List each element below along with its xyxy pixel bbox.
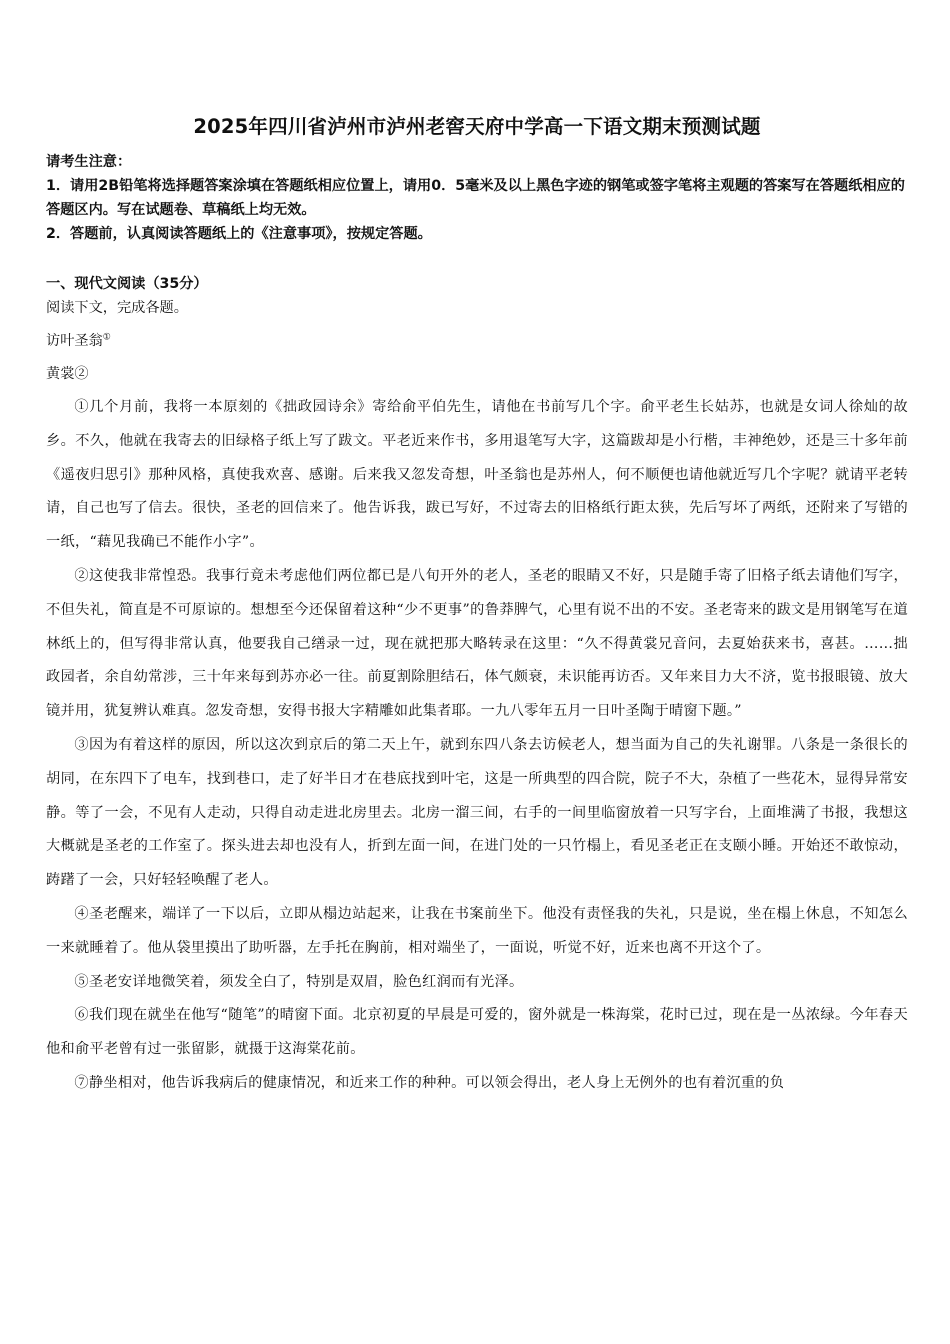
notice-item-2: 2．答题前，认真阅读答题纸上的《注意事项》，按规定答题。 <box>46 226 432 242</box>
reading-instruction: 阅读下文，完成各题。 <box>46 300 188 316</box>
candidate-notice <box>46 150 908 246</box>
notice-heading: 请考生注意： <box>46 154 132 170</box>
article-title-text: 访叶圣翁 <box>46 333 103 349</box>
paragraph-7: ⑦静坐相对，他告诉我病后的健康情况，和近来工作的种种。可以领会得出，老人身上无例外的也有着沉重的负 <box>74 1074 785 1091</box>
exam-page <box>46 112 908 1101</box>
section-heading: 一、现代文阅读（35分） <box>46 276 208 292</box>
paragraph-6: ⑥我们现在就坐在他写“随笔”的晴窗下面。北京初夏的早晨是可爱的，窗外就是一株海棠，花时已过，现在是一丛浓绿。今年春天他和俞平老曾有过一张留影，就摄于这海棠花前。 <box>46 1007 908 1058</box>
paragraph-1: ①几个月前，我将一本原刻的《拙政园诗余》寄给俞平伯先生，请他在书前写几个字。俞平老生长姑苏，也就是女词人徐灿的故乡。不久，他就在我寄去的旧绿格子纸上写了跋文。平老近来作书，多用退笔写大字，这篇跋却是小行楷，丰神绝妙，还是三十多年前《遥夜归思引》那种风格，真使我欢喜、感谢。后来我又忽发奇想，叶圣翁也是苏州人，何不顺便也请他就近写几个字呢？就请平老转请，自己也写了信去。很快，圣老的回信来了。他告诉我，跋已写好，不过寄去的旧格纸行距太狭，先后写坏了两纸，还附来了写错的一纸，“藉见我确已不能作小字”。 <box>46 399 908 551</box>
paragraph-5: ⑤圣老安详地微笑着，须发全白了，特别是双眉，脸色红润而有光泽。 <box>74 973 524 990</box>
article-body <box>46 391 908 1101</box>
paragraph-3: ③因为有着这样的原因，所以这次到京后的第二天上午，就到东四八条去访候老人，想当面为自己的失礼谢罪。八条是一条很长的胡同，在东四下了电车，找到巷口，走了好半日才在巷底找到叶宅，这是一所典型的四合院，院子不大，杂植了一些花木，显得异常安静。等了一会，不见有人走动，只得自动走进北房里去。北房一溜三间，右手的一间里临窗放着一只写字台，上面堆满了书报，我想这大概就是圣老的工作室了。探头进去却也没有人，折到左面一间，在进门处的一只竹榻上，看见圣老正在支颐小睡。开始还不敢惊动，踌躇了一会，只好轻轻唤醒了老人。 <box>46 736 908 889</box>
paragraph-4: ④圣老醒来，端详了一下以后，立即从榻边站起来，让我在书案前坐下。他没有责怪我的失礼，只是说，坐在榻上休息，不知怎么一来就睡着了。他从袋里摸出了助听器，左手托在胸前，相对端坐了，一面说，听觉不好，近来也离不开这个了。 <box>46 905 908 956</box>
paragraph-2: ②这使我非常惶恐。我事行竟未考虑他们两位都已是八旬开外的老人，圣老的眼睛又不好，只是随手寄了旧格子纸去请他们写字，不但失礼，简直是不可原谅的。想想至今还保留着这种“少不更事”的鲁莽脾气，心里有说不出的不安。圣老寄来的跋文是用钢笔写在道林纸上的，但写得非常认真，他要我自己缮录一过，现在就把那大略转录在这里：“久不得黄裳兄音问，去夏始获来书，喜甚。……拙政园者，余自幼常涉，三十年来每到苏亦必一往。前夏割除胆结石，体气颇衰，未识能再访否。又年来目力大不济，览书报眼镜、放大镜并用，犹复辨认难真。忽发奇想，安得书报大字精雕如此集者耶。一九八零年五月一日叶圣陶于晴窗下题。” <box>46 567 908 720</box>
exam-title: 2025年四川省泸州市泸州老窖天府中学高一下语文期末预测试题 <box>193 115 761 138</box>
notice-item-1: 1．请用2B铅笔将选择题答案涂填在答题纸相应位置上，请用0．5毫米及以上黑色字迹的钢笔或签字笔将主观题的答案写在答题纸相应的答题区内。写在试题卷、草稿纸上均无效。 <box>46 178 905 218</box>
article-title <box>46 329 908 353</box>
footnote-marker: ① <box>102 332 111 343</box>
article-author: 黄裳② <box>46 366 89 382</box>
